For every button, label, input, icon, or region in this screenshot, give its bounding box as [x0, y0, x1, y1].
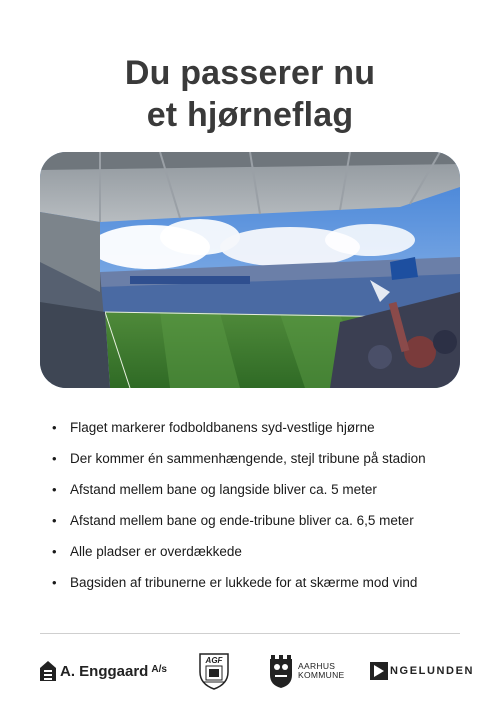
bullet-list [52, 420, 472, 606]
list-item [52, 513, 472, 544]
bullet-dot: • [52, 513, 57, 528]
aarhus-crest-icon [268, 653, 294, 689]
enggaard-house-icon [40, 661, 56, 681]
engelunden-text: NGELUNDEN [390, 665, 475, 677]
sponsor-logos [40, 650, 475, 692]
bullet-dot: • [52, 482, 57, 497]
stadium-photo [40, 152, 460, 388]
enggaard-logo [40, 650, 167, 692]
agf-crest-icon [198, 652, 230, 690]
bullet-text: Bagsiden af tribunerne er lukkede for at skærme mod vind [70, 575, 418, 590]
list-item [52, 544, 472, 575]
list-item [52, 420, 472, 451]
list-item [52, 451, 472, 482]
title-line-1: Du passerer nu [124, 54, 376, 92]
divider [40, 633, 460, 634]
aarhus-line-2: KOMMUNE [298, 670, 345, 680]
enggaard-suffix: A/s [151, 663, 167, 675]
engelunden-logo [370, 650, 474, 692]
engelunden-e-icon [370, 662, 388, 680]
aarhus-text [298, 662, 345, 680]
bullet-dot: • [52, 575, 57, 590]
aarhus-line-1: AARHUS [298, 661, 336, 671]
bullet-text: Flaget markerer fodboldbanens syd-vestlige hjørne [70, 420, 375, 435]
bullet-text: Der kommer én sammenhængende, stejl tribune på stadion [70, 451, 426, 466]
list-item [52, 482, 472, 513]
bullet-text: Afstand mellem bane og ende-tribune bliver ca. 6,5 meter [70, 513, 414, 528]
list-item [52, 575, 472, 606]
svg-text:AGF: AGF [205, 656, 223, 665]
bullet-text: Alle pladser er overdækkede [70, 544, 242, 559]
enggaard-name: A. Enggaard [60, 662, 149, 680]
aarhus-kommune-logo [268, 650, 345, 692]
bullet-dot: • [52, 544, 57, 559]
bullet-dot: • [52, 420, 57, 435]
title-line-2: et hjørneflag [146, 96, 354, 134]
bullet-text: Afstand mellem bane og langside bliver ca. 5 meter [70, 482, 377, 497]
bullet-dot: • [52, 451, 57, 466]
agf-logo [198, 650, 230, 692]
page-title [0, 52, 500, 136]
